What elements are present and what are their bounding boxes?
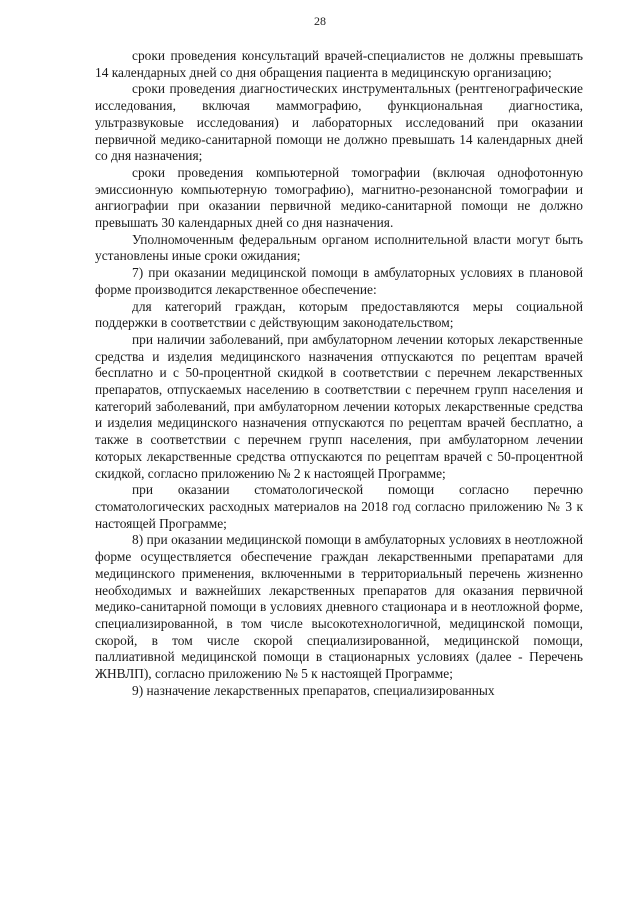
paragraph-social-support: для категорий граждан, которым предоставляются меры социальной поддержки в соответствии с действующим законодательством; — [95, 298, 583, 331]
paragraph-item-9: 9) назначение лекарственных препаратов, специализированных — [132, 682, 495, 698]
paragraph-dental-care: при оказании стоматологической помощи согласно перечню стоматологических расходных материалов на 2018 год согласно приложению № 3 к настоящей Программе; — [95, 482, 583, 531]
paragraph-item-7: 7) при оказании медицинской помощи в амбулаторных условиях в плановой форме производится лекарственное обеспечение: — [95, 265, 583, 297]
document-body — [95, 48, 583, 699]
paragraph-diseases-list: при наличии заболеваний, при амбулаторном лечении которых лекарственные средства и изделия медицинского назначения отпускаются по рецептам врачей бесплатно и с 50-процентной скидкой в соответствии с перечнем лекарственных препаратов, отпускаемых населению в соответствии с перечнем групп населения и категорий заболеваний, при амбулаторном лечении которых лекарственные средства и изделия медицинского назначения отпускаются по рецептам врачей бесплатно, а также в соответствии с перечнем групп населения, при амбулаторном лечении которых лекарственные средства отпускаются по рецептам врачей с 50-процентной скидкой, согласно приложению № 2 к настоящей Программе; — [95, 331, 583, 481]
paragraph-item-8: 8) при оказании медицинской помощи в амбулаторных условиях в неотложной форме осуществляется обеспечение граждан лекарственными препаратами для медицинского применения, включенными в территориальный перечень жизненно необходимых и важнейших лекарственных препаратов для оказания первичной медико-санитарной помощи в условиях дневного стационара и в неотложной форме, специализированной, в том числе высокотехнологичной, медицинской помощи, скорой, в том числе скорой специализированной, медицинской помощи, паллиативной медицинской помощи в стационарных условиях (далее - Перечень ЖНВЛП), согласно приложению № 5 к настоящей Программе; — [95, 532, 583, 682]
paragraph-diagnostic-terms: сроки проведения диагностических инструментальных (рентгенографические исследования, включая маммографию, функциональная диагностика, ультразвуковые исследования) и лабораторных исследований при оказании первичной медико-санитарной помощи не должно превышать 14 календарных дней со дня назначения; — [95, 81, 583, 164]
page-number: 28 — [314, 14, 326, 28]
paragraph-federal-authority: Уполномоченным федеральным органом исполнительной власти могут быть установлены иные сроки ожидания; — [95, 231, 583, 264]
paragraph-consultation-terms: сроки проведения консультаций врачей-специалистов не должны превышать 14 календарных дней со дня обращения пациента в медицинскую организацию; — [95, 48, 583, 80]
paragraph-tomography-terms: сроки проведения компьютерной томографии (включая однофотонную эмиссионную компьютерную томографию), магнитно-резонансной томографии и ангиографии при оказании первичной медико-санитарной помощи не должно превышать 30 календарных дней со дня назначения. — [95, 164, 583, 231]
